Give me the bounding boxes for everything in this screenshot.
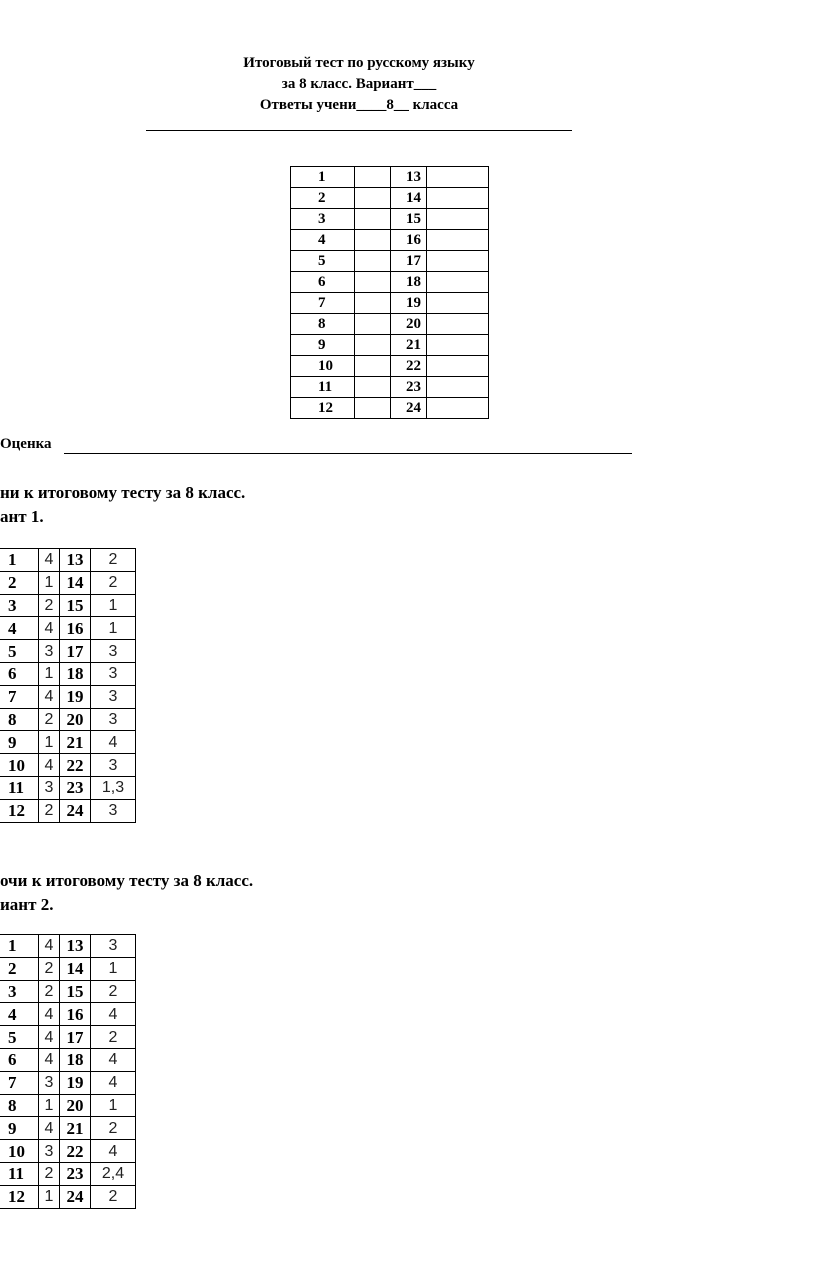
question-number: 12 (0, 799, 39, 822)
answer-blank (427, 356, 489, 377)
question-number: 20 (391, 314, 427, 335)
question-number: 4 (0, 1003, 39, 1026)
answer-value: 1 (91, 957, 136, 980)
header-title: Итоговый тест по русскому языку (243, 55, 475, 71)
answer-value: 2 (39, 799, 60, 822)
question-number: 8 (0, 708, 39, 731)
answer-value: 2 (39, 980, 60, 1003)
question-number: 10 (0, 1140, 39, 1163)
question-number: 2 (0, 571, 39, 594)
key2-title-line1: очи к итоговому тесту за 8 класс. (0, 871, 254, 890)
table-row (291, 209, 489, 230)
table-row (0, 799, 136, 822)
question-number: 15 (60, 594, 91, 617)
question-number: 8 (291, 314, 355, 335)
question-number: 16 (60, 1003, 91, 1026)
table-row (0, 731, 136, 754)
key2-table (0, 934, 136, 1209)
answer-value: 1 (91, 1094, 136, 1117)
answer-blank (355, 209, 391, 230)
question-number: 7 (0, 1071, 39, 1094)
answer-value: 4 (39, 1003, 60, 1026)
question-number: 4 (291, 230, 355, 251)
question-number: 24 (60, 799, 91, 822)
answer-blank (427, 251, 489, 272)
question-number: 9 (0, 731, 39, 754)
answer-value: 3 (91, 935, 136, 958)
name-underline (146, 130, 572, 131)
answer-value: 4 (91, 1071, 136, 1094)
answer-value: 3 (91, 708, 136, 731)
grade-label: Оценка (0, 436, 52, 452)
question-number: 5 (0, 1026, 39, 1049)
key1-title-line1: ни к итоговому тесту за 8 класс. (0, 483, 246, 502)
table-row (0, 571, 136, 594)
question-number: 11 (291, 377, 355, 398)
question-number: 1 (0, 549, 39, 572)
table-row (0, 685, 136, 708)
question-number: 21 (391, 335, 427, 356)
question-number: 23 (60, 776, 91, 799)
answer-blank (355, 230, 391, 251)
question-number: 20 (60, 1094, 91, 1117)
answer-value: 4 (39, 1026, 60, 1049)
question-number: 14 (60, 571, 91, 594)
answer-value: 1,3 (91, 776, 136, 799)
answer-value: 1 (91, 617, 136, 640)
table-row (291, 251, 489, 272)
question-number: 24 (60, 1185, 91, 1208)
question-number: 14 (60, 957, 91, 980)
answer-blank (355, 188, 391, 209)
question-number: 17 (391, 251, 427, 272)
table-row (0, 594, 136, 617)
table-row (291, 335, 489, 356)
question-number: 17 (60, 640, 91, 663)
table-row (291, 293, 489, 314)
question-number: 13 (391, 167, 427, 188)
question-number: 7 (291, 293, 355, 314)
question-number: 8 (0, 1094, 39, 1117)
question-number: 17 (60, 1026, 91, 1049)
question-number: 22 (60, 754, 91, 777)
question-number: 13 (60, 935, 91, 958)
table-row (0, 980, 136, 1003)
answer-value: 3 (91, 685, 136, 708)
answer-value: 2 (39, 594, 60, 617)
table-row (0, 1162, 136, 1185)
answer-blank (355, 335, 391, 356)
answer-value: 4 (91, 1048, 136, 1071)
table-row (0, 1117, 136, 1140)
answer-value: 4 (39, 754, 60, 777)
question-number: 15 (60, 980, 91, 1003)
header-student-class: Ответы учени____8__ класса (259, 97, 459, 113)
question-number: 18 (391, 272, 427, 293)
answer-blank (427, 293, 489, 314)
key1-title-line2: ант 1. (0, 507, 44, 526)
question-number: 6 (0, 1048, 39, 1071)
answer-blank (427, 167, 489, 188)
answer-value: 3 (39, 640, 60, 663)
answer-value: 2 (39, 708, 60, 731)
question-number: 14 (391, 188, 427, 209)
answer-blank (427, 209, 489, 230)
answer-value: 3 (39, 776, 60, 799)
question-number: 7 (0, 685, 39, 708)
key2-title (0, 869, 253, 917)
answer-blank (355, 314, 391, 335)
question-number: 21 (60, 1117, 91, 1140)
answer-value: 2 (39, 957, 60, 980)
answer-value: 1 (39, 1094, 60, 1117)
table-row (0, 617, 136, 640)
question-number: 4 (0, 617, 39, 640)
answer-value: 2 (91, 980, 136, 1003)
question-number: 5 (291, 251, 355, 272)
table-row (0, 1071, 136, 1094)
question-number: 11 (0, 776, 39, 799)
key1-table (0, 548, 136, 823)
answer-blank (427, 377, 489, 398)
answer-blank (355, 293, 391, 314)
question-number: 3 (0, 594, 39, 617)
question-number: 19 (391, 293, 427, 314)
table-row (291, 230, 489, 251)
table-row (0, 640, 136, 663)
table-row (0, 957, 136, 980)
question-number: 12 (291, 398, 355, 419)
question-number: 22 (391, 356, 427, 377)
question-number: 6 (0, 662, 39, 685)
answer-value: 3 (91, 662, 136, 685)
table-row (0, 1003, 136, 1026)
answer-value: 2 (91, 1026, 136, 1049)
question-number: 16 (391, 230, 427, 251)
answer-value: 1 (91, 594, 136, 617)
question-number: 15 (391, 209, 427, 230)
table-row (291, 398, 489, 419)
question-number: 12 (0, 1185, 39, 1208)
question-number: 23 (391, 377, 427, 398)
grade-underline (64, 453, 632, 454)
answer-blank (355, 356, 391, 377)
answer-blank (427, 272, 489, 293)
answer-blank (355, 377, 391, 398)
question-number: 19 (60, 685, 91, 708)
question-number: 3 (291, 209, 355, 230)
table-row (291, 314, 489, 335)
question-number: 2 (291, 188, 355, 209)
question-number: 3 (0, 980, 39, 1003)
answer-value: 1 (39, 731, 60, 754)
answer-blank (427, 230, 489, 251)
answer-value: 2 (91, 571, 136, 594)
answer-value: 1 (39, 571, 60, 594)
answer-blank (355, 167, 391, 188)
answer-blank (355, 272, 391, 293)
table-row (291, 377, 489, 398)
question-number: 18 (60, 1048, 91, 1071)
answer-blank (427, 335, 489, 356)
answer-value: 4 (39, 549, 60, 572)
answer-value: 1 (39, 1185, 60, 1208)
answer-value: 3 (39, 1071, 60, 1094)
answer-value: 4 (91, 731, 136, 754)
answer-value: 4 (39, 1048, 60, 1071)
table-row (0, 549, 136, 572)
table-row (0, 1140, 136, 1163)
answer-blank (427, 314, 489, 335)
question-number: 24 (391, 398, 427, 419)
table-row (291, 272, 489, 293)
answer-value: 3 (91, 640, 136, 663)
table-row (0, 708, 136, 731)
answer-value: 1 (39, 662, 60, 685)
answer-value: 3 (91, 754, 136, 777)
answer-value: 4 (39, 617, 60, 640)
question-number: 11 (0, 1162, 39, 1185)
question-number: 21 (60, 731, 91, 754)
question-number: 1 (291, 167, 355, 188)
question-number: 9 (0, 1117, 39, 1140)
answer-value: 4 (91, 1003, 136, 1026)
answer-value: 2 (91, 549, 136, 572)
question-number: 22 (60, 1140, 91, 1163)
table-row (0, 1094, 136, 1117)
answer-value: 3 (39, 1140, 60, 1163)
table-row (291, 356, 489, 377)
table-row (291, 188, 489, 209)
answer-value: 2,4 (91, 1162, 136, 1185)
answer-blank (427, 188, 489, 209)
answer-blank (427, 398, 489, 419)
answer-value: 2 (91, 1117, 136, 1140)
question-number: 16 (60, 617, 91, 640)
document-header (146, 53, 572, 116)
question-number: 5 (0, 640, 39, 663)
question-number: 20 (60, 708, 91, 731)
question-number: 2 (0, 957, 39, 980)
table-row (0, 1048, 136, 1071)
table-row (291, 167, 489, 188)
key1-title (0, 481, 245, 529)
question-number: 9 (291, 335, 355, 356)
answer-sheet-table (290, 166, 489, 419)
answer-blank (355, 398, 391, 419)
question-number: 6 (291, 272, 355, 293)
question-number: 1 (0, 935, 39, 958)
answer-value: 4 (91, 1140, 136, 1163)
question-number: 18 (60, 662, 91, 685)
answer-blank (355, 251, 391, 272)
header-variant: за 8 класс. Вариант___ (281, 76, 437, 92)
table-row (0, 935, 136, 958)
question-number: 23 (60, 1162, 91, 1185)
key2-title-line2: иант 2. (0, 895, 54, 914)
answer-value: 3 (91, 799, 136, 822)
answer-value: 4 (39, 685, 60, 708)
table-row (0, 776, 136, 799)
question-number: 19 (60, 1071, 91, 1094)
answer-value: 2 (91, 1185, 136, 1208)
question-number: 13 (60, 549, 91, 572)
answer-value: 2 (39, 1162, 60, 1185)
table-row (0, 1026, 136, 1049)
table-row (0, 1185, 136, 1208)
question-number: 10 (0, 754, 39, 777)
answer-value: 4 (39, 1117, 60, 1140)
answer-value: 4 (39, 935, 60, 958)
question-number: 10 (291, 356, 355, 377)
table-row (0, 754, 136, 777)
table-row (0, 662, 136, 685)
